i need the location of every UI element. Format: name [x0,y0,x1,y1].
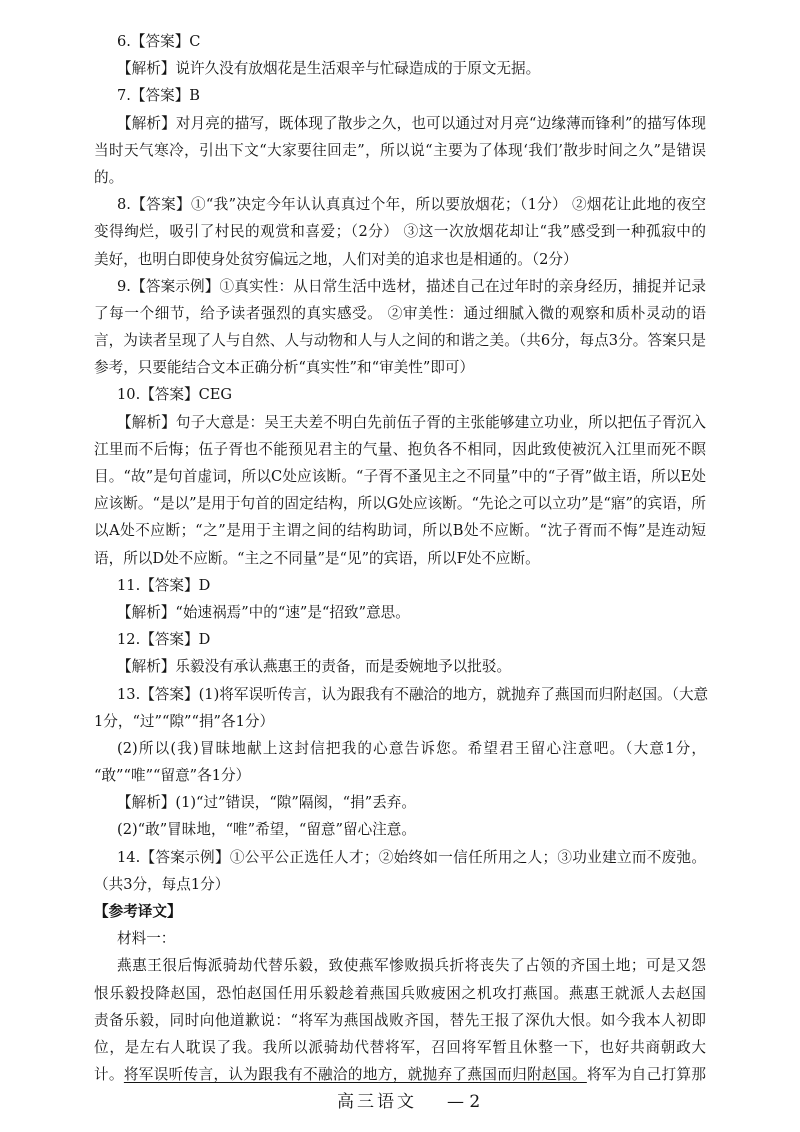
question-7-block [94,82,706,191]
page-footer [0,1090,800,1114]
question-7-analysis-line: 【解析】对月亮的描写，既体现了散步之久，也可以通过对月亮“边缘薄而锋利”的描写体现 [117,114,706,132]
question-10-block [94,381,706,571]
question-8-answer-line: 美好，也明白即使身处贫穷偏远之地，人们对美的追求也是相通的。（2分） [94,250,578,268]
question-9-answer-line: 参考，只要能结合文本正确分析“真实性”和“审美性”即可） [94,359,475,377]
question-11-block [94,572,706,626]
footer-subject: 高三语文 [337,1092,417,1112]
question-13-analysis-line: 【解析】(1)“过”错误，“隙”隔阂，“捐”丢弃。 [117,794,416,812]
question-8-block [94,191,706,273]
question-9-answer-line: 了每一个细节，给予读者强烈的真实感受。 ②审美性：通过细腻入微的观察和质朴灵动的语 [94,304,706,322]
question-13-answer-line: “敢”“唯”“留意”各1分） [94,767,251,785]
question-13-analysis-line: (2)“敢”冒昧地，“唯”希望，“留意”留心注意。 [117,821,416,839]
question-13-answer-line: 1分，“过”“隙”“捐”各1分） [94,712,275,730]
question-9-answer-line: 言，为读者呈现了人与自然、人与动物和人与人之间的和谐之美。（共6分，每点3分。答案只是 [94,332,706,350]
question-9-block [94,273,706,382]
translation-line: 燕惠王很后悔派骑劫代替乐毅，致使燕军惨败损兵折将丧失了占领的齐国土地；可是又怨 [117,957,706,975]
question-11-answer: 11.【答案】D [117,576,211,594]
translation-text: 将军为自己打算那 [586,1066,706,1084]
translation-heading: 【参考译文】 [94,903,182,920]
question-13-answer-line: 13.【答案】(1)将军误听传言，认为跟我有不融洽的地方，就抛弃了燕国而归附赵国。（大意 [117,685,709,703]
question-14-block [94,844,706,898]
footer-page-number: — 2 [447,1092,481,1112]
question-10-analysis-line: 目。“故”是句首虚词，所以C处应该断。“子胥不蚤见主之不同量”中的“子胥”做主语，所以E处 [94,468,706,485]
question-6-answer: 6.【答案】C [117,33,201,50]
question-12-block [94,626,706,680]
underlined-sentence: 将军误听传言，认为跟我有不融洽的地方，就抛弃了燕国而归附赵国。 [123,1066,587,1084]
question-7-analysis-line: 当时天气寒冷，引出下文“大家要往回走”，所以说“主要为了体现‘我们’散步时间之久”是错误 [94,141,706,159]
question-6-block [94,28,706,82]
question-10-answer: 10.【答案】CEG [117,386,233,404]
reference-translation [94,898,706,1088]
question-7-analysis-line: 的。 [94,168,124,186]
question-9-answer-line: 9.【答案示例】①真实性：从日常生活中选材，描述自己在过年时的亲身经历，捕捉并记录 [117,277,706,295]
material-one-label: 材料一： [117,930,176,948]
question-7-answer: 7.【答案】B [117,87,201,105]
translation-line [94,1061,706,1088]
question-10-analysis-line: 语，所以D处不应断。“主之不同量”是“见”的宾语，所以F处不应断。 [94,549,540,567]
translation-line: 位，是左右人耽误了我。我所以派骑劫代替将军，召回将军暂且休整一下，也好共商朝政大 [94,1038,706,1056]
question-10-analysis-line: 江里而不后悔；伍子胥也不能预见君主的气量、抱负各不相同，因此致使被沉入江里而死不瞑 [94,440,706,458]
question-10-analysis-line: 应该断。“是以”是用于句首的固定结构，所以G处应该断。“先论之可以立功”是“寤”的宾语，所 [94,495,706,513]
translation-text: 计。 [94,1066,124,1084]
translation-line: 恨乐毅投降赵国，恐怕赵国任用乐毅趁着燕国兵败疲困之机攻打燕国。燕惠王就派人去赵国 [94,984,706,1002]
question-12-analysis: 【解析】乐毅没有承认燕惠王的责备，而是委婉地予以批驳。 [117,658,512,676]
question-8-answer-line: 8.【答案】①“我”决定今年认认真真过个年，所以要放烟花；（1分） ②烟花让此地的夜空 [117,196,706,214]
question-10-analysis-line: 【解析】句子大意是：吴王夫差不明白先前伍子胥的主张能够建立功业，所以把伍子胥沉入 [117,413,706,431]
question-12-answer: 12.【答案】D [117,631,211,649]
question-13-block [94,681,709,844]
translation-line: 责备乐毅，同时向他道歉说：“将军为燕国战败齐国，替先王报了深仇大恨。如今我本人初即 [94,1011,706,1029]
question-13-answer-line: (2)所以(我)冒昧地献上这封信把我的心意告诉您。希望君王留心注意吧。（大意1分， [117,739,706,757]
question-10-analysis-line: 以A处不应断；“之”是用于主谓之间的结构助词，所以B处不应断。“沈子胥而不悔”是连动短 [94,522,706,540]
question-6-analysis: 【解析】说许久没有放烟花是生活艰辛与忙碌造成的于原文无据。 [117,60,541,78]
question-11-analysis: 【解析】“始速祸焉”中的“速”是“招致”意思。 [117,603,410,621]
answer-key-document [94,28,709,1088]
question-8-answer-line: 变得绚烂，吸引了村民的观赏和喜爱；（2分） ③这一次放烟花却让“我”感受到一种孤寂中的 [94,223,706,241]
question-14-answer-line: （共3分，每点1分） [94,875,230,893]
question-14-answer-line: 14.【答案示例】①公平公正选任人才；②始终如一信任所用之人；③功业建立而不废弛。 [117,848,706,866]
